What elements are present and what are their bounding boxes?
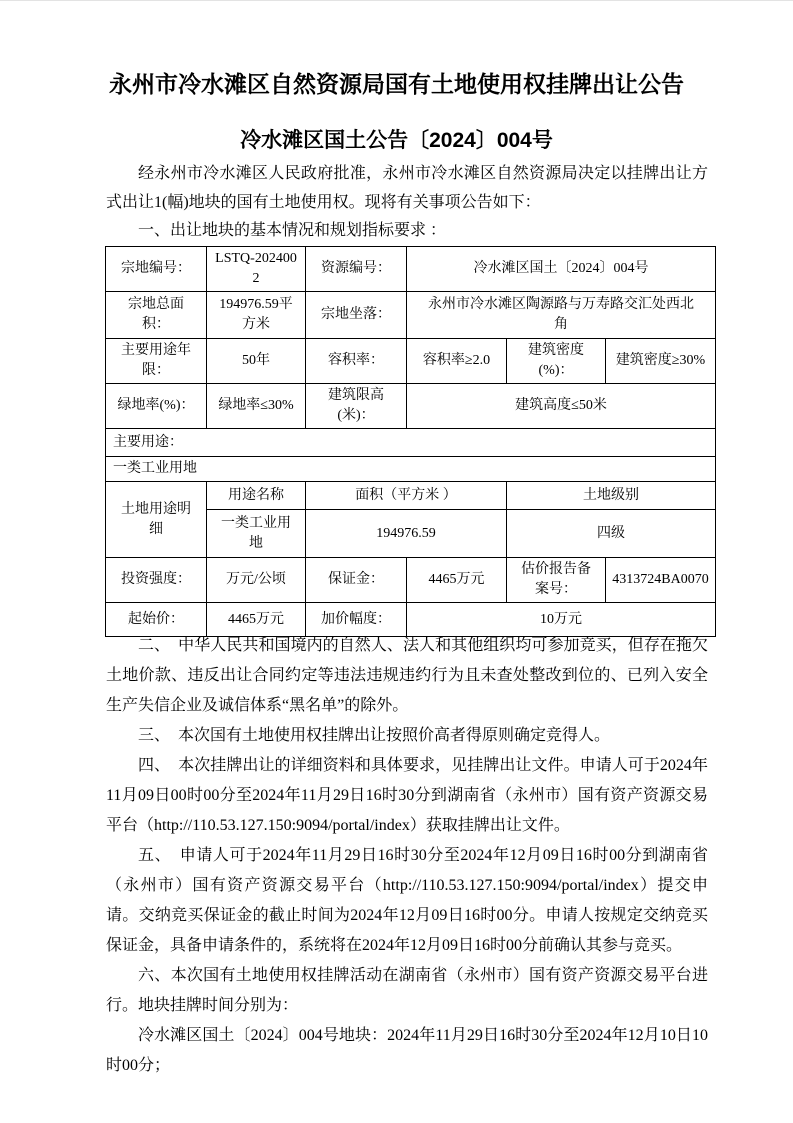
table-row <box>106 558 716 603</box>
use-detail-label: 土地用途明细 <box>106 482 207 558</box>
table-row <box>106 482 716 510</box>
sections-block <box>106 631 708 1081</box>
height-limit-label: 建筑限高(米)： <box>306 384 407 429</box>
use-name-value: 一类工业用地 <box>207 510 306 558</box>
table-row <box>106 429 716 457</box>
plot-ratio-value: 容积率≥2.0 <box>407 339 507 384</box>
table-row <box>106 247 716 292</box>
location-value: 永州市冷水滩区陶源路与万寿路交汇处西北角 <box>407 292 716 339</box>
height-limit-value: 建筑高度≤50米 <box>407 384 716 429</box>
area-value: 194976.59平方米 <box>207 292 306 339</box>
main-use-value: 一类工业用地 <box>106 457 716 482</box>
parcel-info-table <box>105 246 716 637</box>
building-density-label: 建筑密度(%)： <box>507 339 606 384</box>
document-subtitle: 冷水滩区国土公告〔2024〕004号 <box>240 129 553 152</box>
appraisal-no-value: 4313724BA0070 <box>606 558 716 603</box>
deposit-value: 4465万元 <box>407 558 507 603</box>
main-use-label: 主要用途： <box>106 429 716 457</box>
start-price-value: 4465万元 <box>207 603 306 637</box>
appraisal-label: 估价报告备案号： <box>507 558 606 603</box>
section-six-schedule: 冷水滩区国土〔2024〕004号地块：2024年11月29日16时30分至2024年12月10日10时00分； <box>106 1027 708 1074</box>
document-title: 永州市冷水滩区自然资源局国有土地使用权挂牌出让公告 <box>109 71 684 97</box>
use-name-header: 用途名称 <box>207 482 306 510</box>
area-header: 面积（平方米 ） <box>306 482 507 510</box>
section-one-heading: 一、出让地块的基本情况和规划指标要求 ： <box>138 222 447 239</box>
table-row <box>106 457 716 482</box>
parcel-no-label: 宗地编号： <box>106 247 207 292</box>
resource-no-label: 资源编号： <box>306 247 407 292</box>
intro-paragraph: 经永州市冷水滩区人民政府批准，永州市冷水滩区自然资源局决定以挂牌出让方式出让1(幅)地块的国有土地使用权。现将有关事项公告如下： <box>106 165 708 211</box>
land-grade-value: 四级 <box>507 510 716 558</box>
area-label: 宗地总面积： <box>106 292 207 339</box>
tenure-label: 主要用途年限： <box>106 339 207 384</box>
use-area-value: 194976.59 <box>306 510 507 558</box>
land-grade-header: 土地级别 <box>507 482 716 510</box>
plot-ratio-label: 容积率： <box>306 339 407 384</box>
green-rate-label: 绿地率(%)： <box>106 384 207 429</box>
table-row <box>106 292 716 339</box>
intro-block <box>106 160 708 246</box>
increment-value: 10万元 <box>407 603 716 637</box>
parcel-no-value: LSTQ-2024002 <box>207 247 306 292</box>
table-row <box>106 339 716 384</box>
location-label: 宗地坐落： <box>306 292 407 339</box>
section-five: 五、 申请人可于2024年11月29日16时30分至2024年12月09日16时00分到湖南省（永州市）国有资产资源交易平台（http://110.53.127.150:9094/portal/index）提交申请。交纳竞买保证金的截止时间为2024年12月09日16时00分。申请人按规定交纳竞买保证金，具备申请条件的，系统将在2024年12月09日16时00分前确认其参与竞买。 <box>106 847 708 954</box>
investment-label: 投资强度： <box>106 558 207 603</box>
green-rate-value: 绿地率≤30% <box>207 384 306 429</box>
table-row <box>106 384 716 429</box>
section-two: 二、 中华人民共和国境内的自然人、法人和其他组织均可参加竞买，但存在拖欠土地价款、违反出让合同约定等违法违规违约行为且未查处整改到位的、已列入安全生产失信企业及诚信体系“黑名单”的除外。 <box>106 637 708 714</box>
section-six: 六、本次国有土地使用权挂牌活动在湖南省（永州市）国有资产资源交易平台进行。地块挂牌时间分别为： <box>106 967 708 1014</box>
tenure-value: 50年 <box>207 339 306 384</box>
section-three: 三、 本次国有土地使用权挂牌出让按照价高者得原则确定竞得人。 <box>138 727 611 744</box>
resource-no-value: 冷水滩区国土〔2024〕004号 <box>407 247 716 292</box>
increment-label: 加价幅度： <box>306 603 407 637</box>
investment-value: 万元/公顷 <box>207 558 306 603</box>
deposit-label: 保证金： <box>306 558 407 603</box>
building-density-value: 建筑密度≥30% <box>606 339 716 384</box>
section-four: 四、 本次挂牌出让的详细资料和具体要求，见挂牌出让文件。申请人可于2024年11月09日00时00分至2024年11月29日16时30分到湖南省（永州市）国有资产资源交易平台（http://110.53.127.150:9094/portal/index）获取挂牌出让文件。 <box>106 757 708 834</box>
start-price-label: 起始价： <box>106 603 207 637</box>
